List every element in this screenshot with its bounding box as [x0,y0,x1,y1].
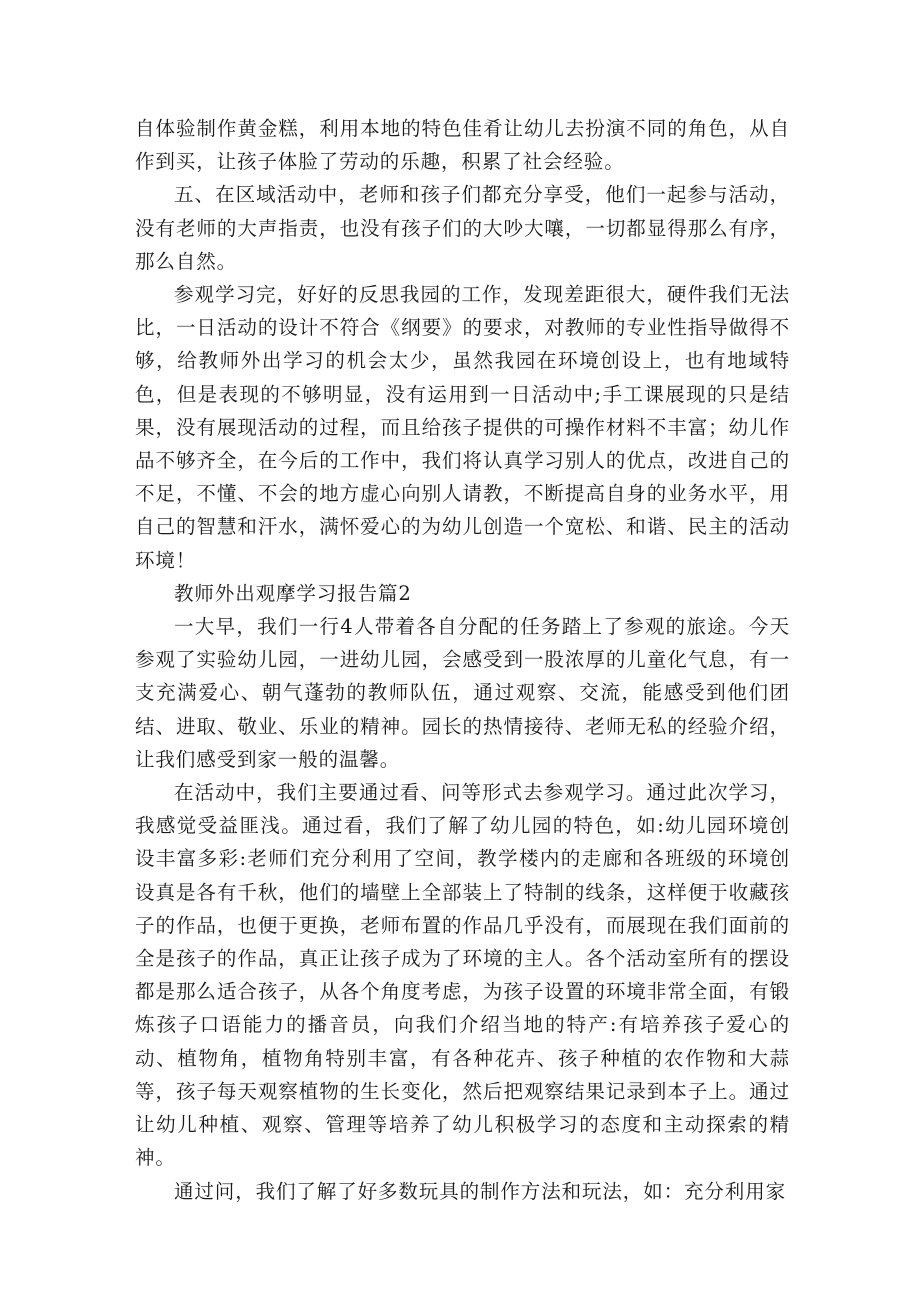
paragraph-2: 五、在区域活动中，老师和孩子们都充分享受，他们一起参与活动，没有老师的大声指责，也没有孩子们的大吵大嚷，一切都显得那么有序，那么自然。 [135,183,790,273]
section-heading: 教师外出观摩学习报告篇2 [174,581,412,605]
paragraph-5: 在活动中，我们主要通过看、问等形式去参观学习。通过此次学习，我感觉受益匪浅。通过看，我们了解了幼儿园的特色，如:幼儿园环境创设丰富多彩:老师们充分利用了空间，教学楼内的走廊和各班级的环境创设真是各有千秋，他们的墙壁上全部装上了特制的线条，这样便于收藏孩子的作品，也便于更换，老师布置的作品几乎没有，而展现在我们面前的全是孩子的作品，真正让孩子成为了环境的主人。各个活动室所有的摆设都是那么适合孩子，从各个角度考虑，为孩子设置的环境非常全面，有锻炼孩子口语能力的播音员，向我们介绍当地的特产:有培养孩子爱心的动、植物角，植物角特别丰富，有各种花卉、孩子种植的农作物和大蒜等，孩子每天观察植物的生长变化，然后把观察结果记录到本子上。通过让幼儿种植、观察、管理等培养了幼儿积极学习的态度和主动探索的精神。 [135,781,790,1170]
paragraph-3: 参观学习完，好好的反思我园的工作，发现差距很大，硬件我们无法比，一日活动的设计不符合《纲要》的要求，对教师的专业性指导做得不够，给教师外出学习的机会太少，虽然我园在环境创设上，也有地域特色，但是表现的不够明显，没有运用到一日活动中;手工课展现的只是结果，没有展现活动的过程，而且给孩子提供的可操作材料不丰富；幼儿作品不够齐全，在今后的工作中，我们将认真学习别人的优点，改进自己的不足，不懂、不会的地方虚心向别人请教，不断提高自身的业务水平，用自己的智慧和汗水，满怀爱心的为幼儿创造一个宽松、和谐、民主的活动环境！ [135,283,790,572]
paragraph-4: 一大早，我们一行4人带着各自分配的任务踏上了参观的旅途。今天参观了实验幼儿园，一进幼儿园，会感受到一股浓厚的儿童化气息，有一支充满爱心、朝气蓬勃的教师队伍，通过观察、交流，能感受到他们团结、进取、敬业、乐业的精神。园长的热情接待、老师无私的经验介绍，让我们感受到家一般的温馨。 [135,615,790,771]
document-body [135,112,790,1208]
paragraph-1: 自体验制作黄金糕，利用本地的特色佳肴让幼儿去扮演不同的角色，从自作到买，让孩子体脸了劳动的乐趣，积累了社会经验。 [135,117,790,174]
paragraph-6: 通过问，我们了解了好多数玩具的制作方法和玩法，如：充分利用家 [174,1179,787,1203]
